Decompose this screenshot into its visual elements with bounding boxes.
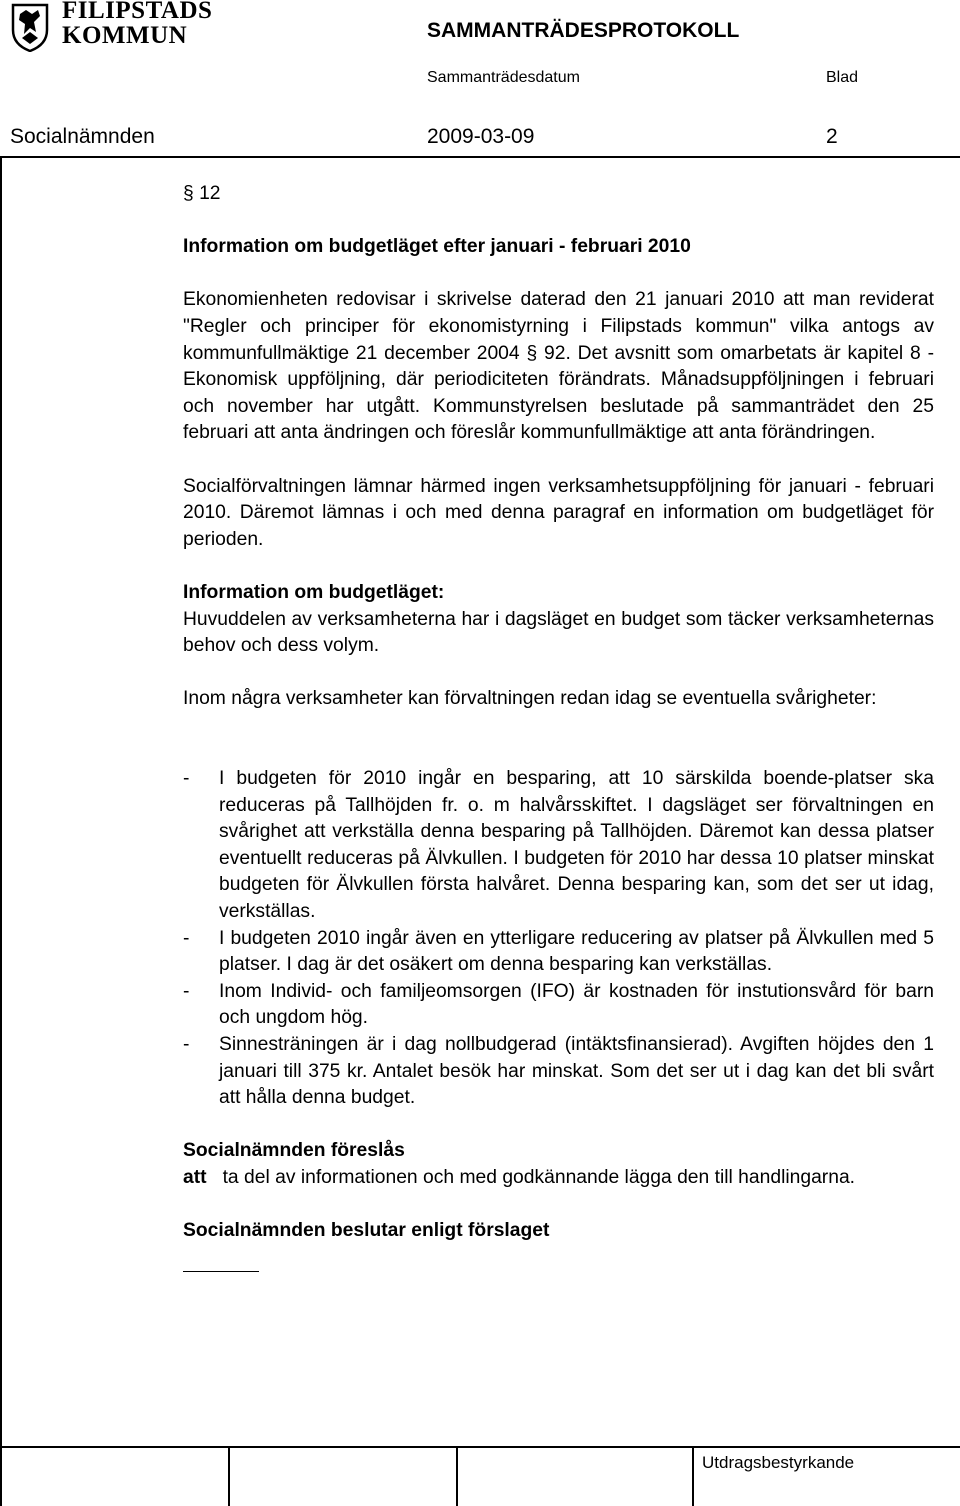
list-item-text: I budgeten för 2010 ingår en besparing, att 10 särskilda boende-platser ska reduceras på Tallhöjden fr. o. m halvårsskiftet. I dagsläget ser förvaltningen en svårighet att verkställa denna besparing på Tallhöjden. Däremot kan dessa platser eventuellt reduceras på Älvkullen. I budgeten för 2010 har dessa 10 platser minskat budgeten för Älvkullen första halvåret. Denna besparing kan, som det ser ut idag, verkställas. (219, 768, 934, 923)
proposal-text: ta del av informationen och med godkännande lägga den till handlingarna. (222, 1166, 856, 1188)
info-paragraph: Huvuddelen av verksamheterna har i dagsläget en budget som täcker verksamheternas behov och dess volym. (183, 608, 934, 657)
item-title: Information om budgetläget efter januari - februari 2010 (183, 236, 691, 258)
list-item (183, 926, 934, 979)
intro-text-1: Ekonomienheten redovisar i skrivelse daterad den 21 januari 2010 att man reviderat "Regler och principer för ekonomistyrning i Filipstads kommun" vilka antogs av kommunfullmäktige 21 december 2004 (183, 289, 934, 364)
list-item (183, 979, 934, 1032)
meeting-date: 2009-03-09 (427, 125, 535, 148)
protocol-body (183, 181, 934, 1272)
logo-wordmark (62, 0, 212, 48)
difficulties-intro: Inom några verksamheter kan förvaltningen redan idag se eventuella svårigheter: (183, 688, 877, 710)
footer-cell-divider-2 (456, 1446, 458, 1506)
page-number: 2 (826, 125, 838, 148)
list-dash: - (183, 1034, 190, 1055)
proposal-att: att (183, 1166, 207, 1188)
document-title: SAMMANTRÄDESPROTOKOLL (427, 19, 740, 42)
list-item-text: Inom Individ- och familjeomsorgen (IFO) är kostnaden för instutionsvård för barn och ungdom hög. (219, 980, 934, 1029)
logo-line-1: FILIPSTADS (62, 0, 213, 24)
footer-cell-divider-3 (692, 1446, 694, 1506)
proposal-paragraph (183, 1165, 934, 1192)
paragraph-number: § 12 (183, 183, 221, 204)
list-item (183, 1032, 934, 1112)
footer-cell-divider-1 (228, 1446, 230, 1506)
list-item-text: I budgeten 2010 ingår även en ytterligare reducering av platser på Älvkullen med 5 platser. I dag är det osäkert om denna besparing kan verkställas. (219, 927, 934, 976)
difficulties-list (183, 766, 934, 1112)
list-dash: - (183, 927, 190, 949)
intro-text-2: Det avsnitt som omarbetats är kapitel 8 - Ekonomisk uppföljning, där periodiciteten förändrats. Månadsuppföljningen i februari och november har utgått. Kommunstyrelsen beslutade på sammanträdet den 25 februari att anta ändringen och föreslår kommunfullmäktige att anta förändringen. (183, 342, 934, 444)
page-label: Blad (826, 69, 859, 86)
list-dash: - (183, 980, 190, 1002)
list-dash: - (183, 768, 190, 790)
info-heading: Information om budgetläget: (183, 581, 445, 603)
committee-name: Socialnämnden (10, 125, 155, 148)
proposal-heading: Socialnämnden föreslås (183, 1140, 405, 1162)
certification-label: Utdragsbestyrkande (702, 1453, 855, 1472)
header-divider (0, 156, 960, 158)
intro-paragraph-ref: § 92. (526, 342, 571, 364)
coat-of-arms-icon (10, 2, 50, 52)
list-item-text: Sinnesträningen är i dag nollbudgerad (intäktsfinansierad). Avgiften höjdes den 1 januari till 375 kr. Antalet besök har minskat. Som det ser ut i dag kan det bli svårt att hålla denna budget. (219, 1034, 934, 1109)
meeting-date-label: Sammanträdesdatum (427, 69, 580, 86)
list-item (183, 766, 934, 926)
logo-line-2: KOMMUN (62, 22, 188, 49)
decision: Socialnämnden beslutar enligt förslaget (183, 1220, 550, 1242)
footer-divider (0, 1446, 960, 1448)
intro-paragraph (183, 287, 934, 447)
left-border (0, 156, 2, 1506)
followup-paragraph: Socialförvaltningen lämnar härmed ingen verksamhetsuppföljning för januari - februari 2010. Däremot lämnas i och med denna paragraf en information om budgetläget för perioden. (183, 475, 934, 550)
end-rule (183, 1271, 259, 1272)
municipality-logo (10, 0, 215, 56)
